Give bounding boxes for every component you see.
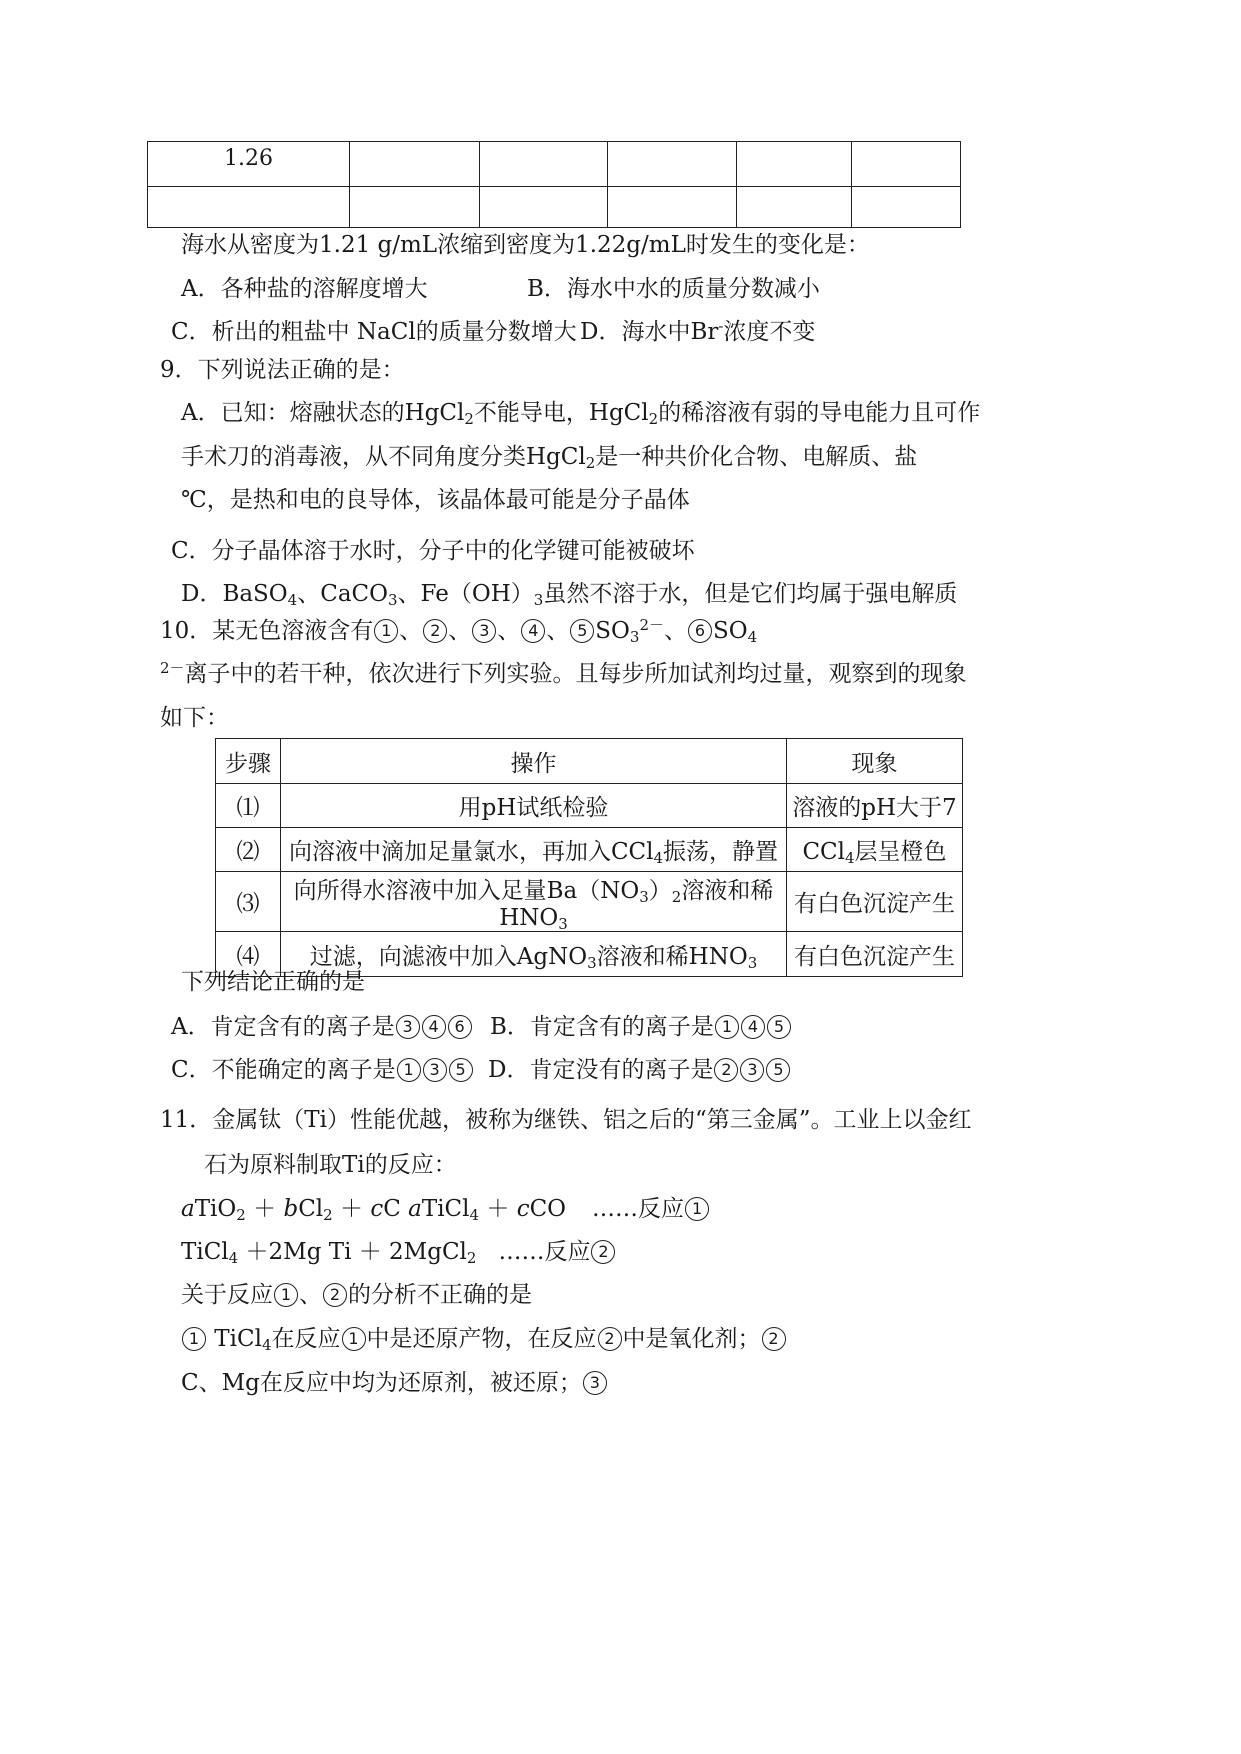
q8-option-c: C．析出的粗盐中 NaCl的质量分数增大	[171, 319, 577, 345]
table-cell	[148, 187, 350, 228]
header-observation: 现象	[787, 739, 963, 784]
table-row	[216, 828, 963, 872]
step-operation: 向所得水溶液中加入足量$Ba(NO_3)_2$溶液和稀$HNO_3$	[281, 872, 787, 932]
experiment-table	[215, 738, 963, 977]
circled-number: 2	[323, 1283, 347, 1307]
table-cell	[480, 187, 608, 228]
circled-number: 6	[688, 619, 712, 643]
circled-number: 3	[740, 1058, 764, 1082]
q10-conclusion: 下列结论正确的是	[181, 969, 365, 995]
q9-option-a: A．已知：熔融状态的HgCl$_2$不能导电，HgCl$_2$的稀溶液有弱的导电能力且可作	[181, 400, 981, 428]
circled-number: 1	[374, 619, 398, 643]
q10-stem-line2: $^{2-}$离子中的若干种，依次进行下列实验。且每步所加试剂均过量，观察到的现象	[160, 659, 967, 687]
circled-number: 1	[342, 1327, 366, 1351]
q10-option-a: A．肯定含有的离子是 3 4 6	[171, 1008, 473, 1041]
reaction-1: aTiO$_2$ ＋ bCl$_2$ ＋ cC aTiCl$_4$ ＋ cCO ……反应 1	[181, 1190, 710, 1223]
circled-number: 1	[715, 1015, 739, 1039]
q11-statement-1: 1 TiCl$_4$在反应 1 中是还原产物，在反应 2 中是氧化剂； 2	[181, 1320, 787, 1353]
table-row	[216, 784, 963, 828]
q9-option-a-cont: 手术刀的消毒液，从不同角度分类HgCl$_2$是一种共价化合物、电解质、盐	[181, 444, 918, 472]
table-cell: 1.26	[148, 142, 350, 187]
q8-stem: 海水从密度为1.21 g/mL浓缩到密度为1.22g/mL时发生的变化是：	[181, 232, 870, 258]
circled-number: 5	[449, 1058, 473, 1082]
circled-number: 2	[423, 619, 447, 643]
step-number: ⑷	[216, 932, 281, 977]
header-operation: 操作	[281, 739, 787, 784]
circled-number: 1	[685, 1197, 709, 1221]
q9-stem: 9．下列说法正确的是：	[160, 357, 405, 383]
q11-statement-2: C、Mg在反应中均为还原剂，被还原； 3	[181, 1364, 608, 1397]
circled-number: 1	[397, 1058, 421, 1082]
q9-option-d: D．BaSO$_4$、CaCO$_3$、$Fe(OH)_3$虽然不溶于水，但是它们均属于强电解质	[181, 581, 958, 609]
circled-number: 3	[472, 619, 496, 643]
circled-number: 5	[570, 619, 594, 643]
step-observation: 有白色沉淀产生	[787, 932, 963, 977]
circled-number: 3	[423, 1058, 447, 1082]
table-cell	[852, 142, 961, 187]
q8-option-a: A．各种盐的溶解度增大	[181, 276, 428, 302]
q11-stem-line2: 石为原料制取Ti的反应：	[204, 1152, 457, 1178]
step-number: ⑶	[216, 872, 281, 932]
table-row	[216, 872, 963, 932]
table-header-row	[216, 739, 963, 784]
circled-number: 5	[766, 1058, 790, 1082]
table-cell	[480, 142, 608, 187]
table-cell	[608, 142, 737, 187]
q9-option-b: ℃，是热和电的良导体，该晶体最可能是分子晶体	[181, 487, 690, 513]
circled-number: 3	[583, 1371, 607, 1395]
circled-number: 2	[762, 1327, 786, 1351]
q11-stem: 11．金属钛（Ti）性能优越，被称为继铁、铝之后的“第三金属”。工业上以金红	[160, 1107, 972, 1133]
q10-option-d: D．肯定没有的离子是 2 3 5	[488, 1051, 791, 1084]
circled-number: 2	[714, 1058, 738, 1082]
step-operation: 用pH试纸检验	[281, 784, 787, 828]
circled-number: 2	[591, 1240, 615, 1264]
step-operation: 向溶液中滴加足量氯水，再加入CCl$_4$振荡，静置	[281, 828, 787, 872]
circled-number: 5	[767, 1015, 791, 1039]
density-table	[147, 141, 961, 228]
step-number: ⑵	[216, 828, 281, 872]
q8-option-d: D．海水中Br-浓度不变	[580, 317, 816, 345]
circled-number: 1	[182, 1327, 206, 1351]
step-number: ⑴	[216, 784, 281, 828]
q10-option-b: B．肯定含有的离子是 1 4 5	[490, 1008, 792, 1041]
step-observation: 有白色沉淀产生	[787, 872, 963, 932]
circled-number: 1	[274, 1283, 298, 1307]
q8-option-b: B．海水中水的质量分数减小	[527, 276, 820, 302]
table-cell	[608, 187, 737, 228]
circled-number: 4	[521, 619, 545, 643]
step-observation: CCl$_4$层呈橙色	[787, 828, 963, 872]
q10-stem-line3: 如下：	[160, 705, 229, 731]
table-cell	[737, 142, 852, 187]
step-operation: 过滤，向滤液中加入AgNO$_3$溶液和稀$HNO_3$	[281, 932, 787, 977]
circled-number: 4	[422, 1015, 446, 1039]
q11-question: 关于反应 1 、 2 的分析不正确的是	[181, 1282, 532, 1308]
table-row	[148, 142, 961, 187]
q9-option-c: C．分子晶体溶于水时，分子中的化学键可能被破坏	[171, 538, 695, 564]
step-observation: 溶液的pH大于7	[787, 784, 963, 828]
table-cell	[350, 142, 480, 187]
circled-number: 4	[741, 1015, 765, 1039]
circled-number: 3	[396, 1015, 420, 1039]
reaction-2: TiCl$_4$ ＋2Mg Ti ＋ 2MgCl$_2$ ……反应 2	[181, 1233, 616, 1266]
circled-number: 2	[598, 1327, 622, 1351]
table-cell	[852, 187, 961, 228]
table-cell	[737, 187, 852, 228]
table-cell	[350, 187, 480, 228]
q10-stem: 10．某无色溶液含有 1 、 2 、 3 、 4 、 5 $SO_3^{2-}$、 6 $SO_4$	[160, 616, 758, 646]
table-row	[148, 187, 961, 228]
header-step: 步骤	[216, 739, 281, 784]
circled-number: 6	[448, 1015, 472, 1039]
q10-option-c: C．不能确定的离子是 1 3 5	[171, 1051, 474, 1084]
